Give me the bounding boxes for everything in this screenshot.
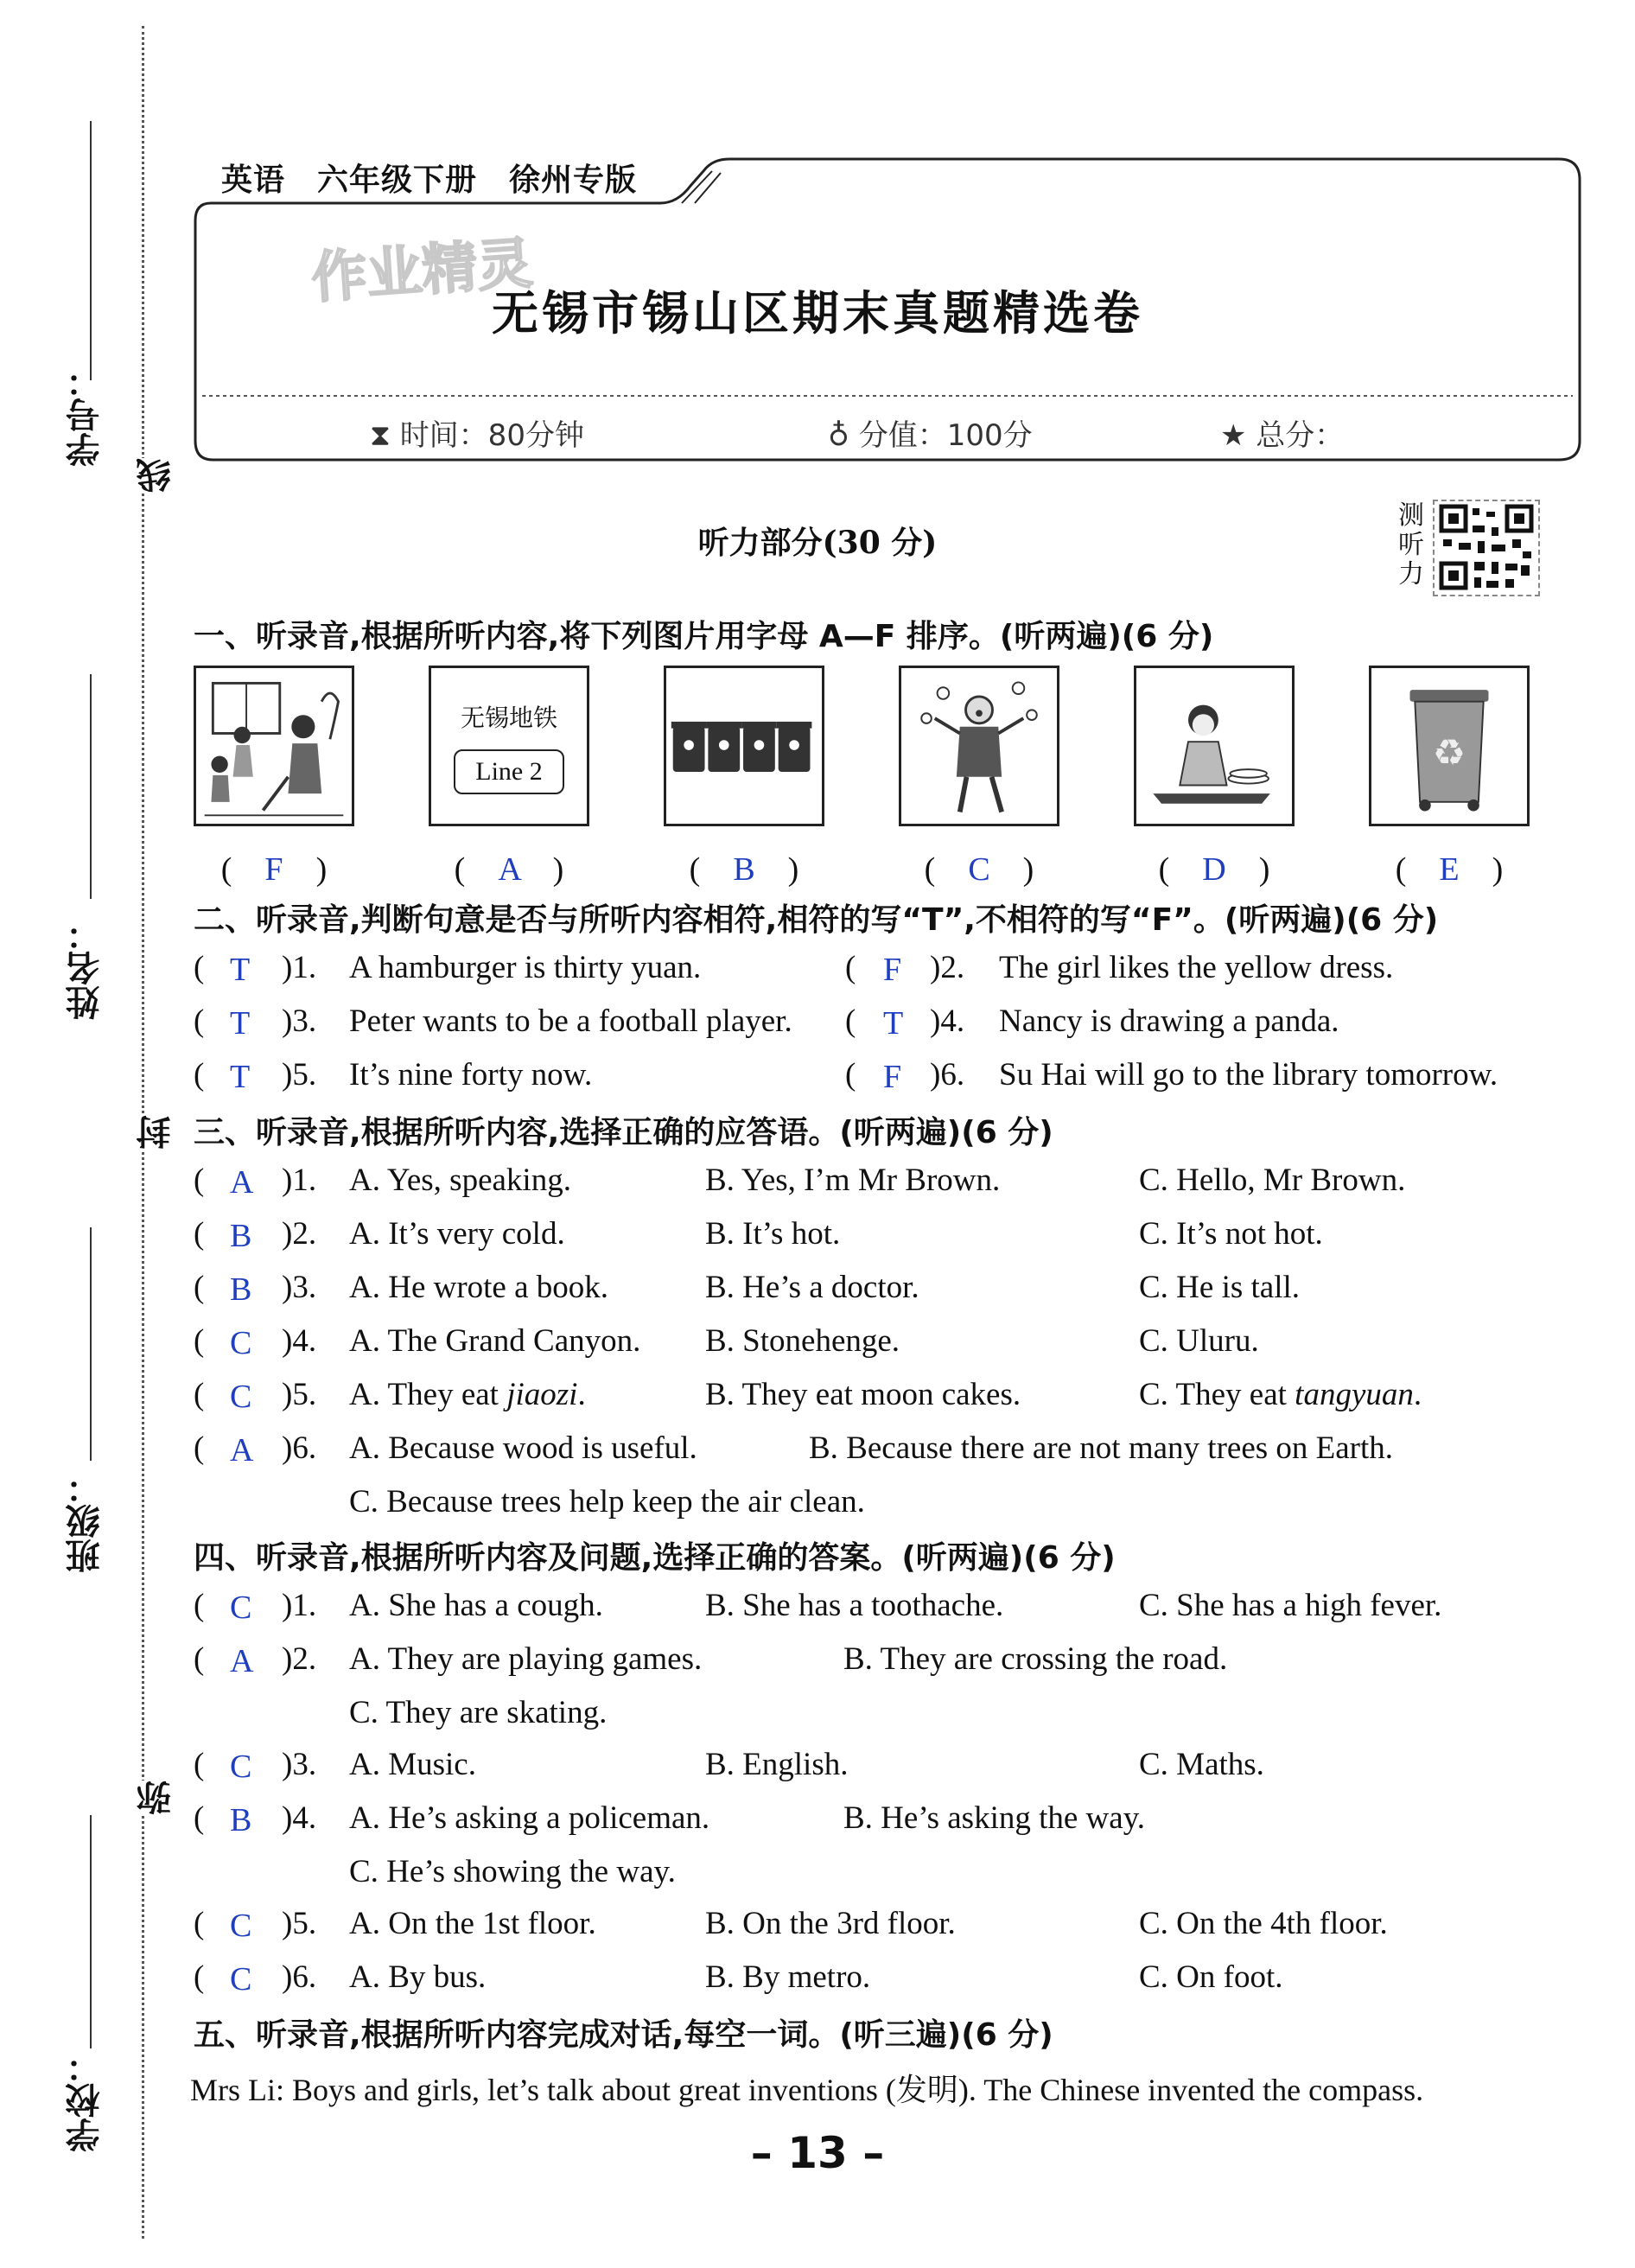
s4-q4-num: )4. [282, 1800, 317, 1836]
s2-q3-num: )3. [282, 1003, 317, 1039]
section3-heading: 三、听录音,根据所听内容,选择正确的应答语。(听两遍)(6 分) [194, 1115, 1053, 1150]
score-info: ♁ 分值：100分 [828, 418, 1033, 453]
star-icon: ★ [1220, 418, 1247, 453]
section1-heading: 一、听录音,根据所听内容,将下列图片用字母 A—F 排序。(听两遍)(6 分) [194, 619, 1214, 654]
section2-heading: 二、听录音,判断句意是否与所听内容相符,相符的写“T”,不相符的写“F”。(听两遍)(6 分) [194, 902, 1439, 938]
picture6-answer[interactable]: ( E ) [1395, 851, 1504, 888]
time-info: ⧗ 时间：80分钟 [370, 418, 584, 453]
s3-q1-option-b: B. Yes, I’m Mr Brown. [705, 1163, 1001, 1198]
s3-q2-answer[interactable]: B [230, 1218, 252, 1254]
s3-q6-answer[interactable]: A [230, 1432, 254, 1468]
s3-q5-answer[interactable]: C [230, 1379, 252, 1415]
s3-q6-option-c: C. Because trees help keep the air clean. [349, 1484, 865, 1519]
s4-q1-num: )1. [282, 1588, 317, 1623]
metro-line-badge: Line 2 [454, 749, 564, 794]
s3-q6-option-b: B. Because there are not many trees on Earth. [809, 1430, 1394, 1466]
s3-q4-answer[interactable]: C [230, 1325, 252, 1361]
metro-sign-title: 无锡地铁 [460, 704, 557, 732]
s3-q4-option-a: A. The Grand Canyon. [349, 1323, 641, 1359]
picture2-answer[interactable]: ( A ) [454, 851, 564, 888]
s2-q2-answer[interactable]: F [883, 952, 902, 988]
s2-q3-answer[interactable]: T [230, 1005, 251, 1042]
s3-q3-answer[interactable]: B [230, 1271, 252, 1308]
s2-q2-text: The girl likes the yellow dress. [999, 950, 1394, 985]
qr-label: 测听力 [1398, 500, 1424, 589]
s4-q6-option-b: B. By metro. [705, 1959, 871, 1995]
margin-char-line: 线 [131, 458, 181, 493]
s2-q4-text: Nancy is drawing a panda. [999, 1003, 1339, 1039]
student-no-label: 学号： [66, 363, 105, 467]
picture-sorting-bins [664, 666, 824, 826]
s4-q5-option-b: B. On the 3rd floor. [705, 1906, 956, 1941]
s4-q5-option-c: C. On the 4th floor. [1139, 1906, 1388, 1941]
total-info: ★ 总分： [1220, 418, 1345, 453]
picture5-answer[interactable]: ( D ) [1158, 851, 1270, 888]
s3-q2-option-a: A. It’s very cold. [349, 1216, 565, 1252]
s2-q5-answer[interactable]: T [230, 1059, 251, 1095]
s3-q1-num: )1. [282, 1163, 317, 1198]
section4-heading: 四、听录音,根据所听内容及问题,选择正确的答案。(听两遍)(6 分) [194, 1540, 1116, 1576]
s4-q4-option-b: B. He’s asking the way. [843, 1800, 1146, 1836]
picture-metro-sign [429, 666, 589, 826]
s3-q4-num: )4. [282, 1323, 317, 1359]
s4-q6-option-a: A. By bus. [349, 1959, 487, 1995]
picture4-answer[interactable]: ( C ) [924, 851, 1034, 888]
s2-q1-text: A hamburger is thirty yuan. [349, 950, 702, 985]
s3-q5-num: )5. [282, 1377, 317, 1412]
class-label: 班级： [66, 1469, 105, 1573]
s4-q4-option-a: A. He’s asking a policeman. [349, 1800, 710, 1836]
s3-q6-num: )6. [282, 1430, 317, 1466]
s2-q3-text: Peter wants to be a football player. [349, 1003, 792, 1039]
s2-q5-num: )5. [282, 1057, 317, 1093]
s3-q1-option-c: C. Hello, Mr Brown. [1139, 1163, 1406, 1198]
s3-q5-option-a: A. They eat jiaozi. [349, 1377, 586, 1412]
header-tab: 英语 六年级下册 徐州专版 [221, 162, 638, 198]
dialogue-line-1: Mrs Li: Boys and girls, let’s talk about great inventions (发明). The Chinese invented the compass. [190, 2073, 1424, 2107]
s3-q3-option-a: A. He wrote a book. [349, 1270, 609, 1305]
s4-q5-num: )5. [282, 1906, 317, 1941]
svg-text:♻: ♻ [1432, 731, 1466, 775]
s4-q1-option-a: A. She has a cough. [349, 1588, 603, 1623]
s2-q1-answer[interactable]: T [230, 952, 251, 988]
name-underline [90, 674, 92, 899]
s4-q3-option-c: C. Maths. [1139, 1747, 1264, 1782]
s2-q6-num: )6. [930, 1057, 965, 1093]
s2-q4-answer[interactable]: T [883, 1005, 904, 1042]
s2-q1-num: )1. [282, 950, 317, 985]
listening-title: 听力部分(30 分) [697, 525, 938, 561]
margin-char-seal: 封 [131, 1115, 181, 1150]
class-underline [90, 1227, 92, 1461]
s3-q2-num: )2. [282, 1216, 317, 1252]
s3-q3-option-b: B. He’s a doctor. [705, 1270, 919, 1305]
s2-q6-answer[interactable]: F [883, 1059, 902, 1095]
s4-q3-answer[interactable]: C [230, 1749, 252, 1785]
school-underline [90, 1815, 92, 2048]
page-title: 无锡市锡山区期末真题精选卷 [492, 285, 1143, 341]
s4-q1-option-c: C. She has a high fever. [1139, 1588, 1442, 1623]
page-number: – 13 – [750, 2128, 885, 2178]
picture-girl-dishes [1134, 666, 1295, 826]
s4-q2-option-c: C. They are skating. [349, 1695, 608, 1730]
s4-q2-num: )2. [282, 1641, 317, 1677]
s3-q6-option-a: A. Because wood is useful. [349, 1430, 697, 1466]
s2-q5-text: It’s nine forty now. [349, 1057, 593, 1093]
s3-q5-option-c: C. They eat tangyuan. [1139, 1377, 1422, 1412]
s4-q4-option-c: C. He’s showing the way. [349, 1854, 676, 1889]
s3-q3-option-c: C. He is tall. [1139, 1270, 1301, 1305]
medal-icon: ♁ [828, 418, 849, 453]
watermark: 作业精灵 [309, 232, 535, 311]
s4-q6-answer[interactable]: C [230, 1961, 252, 1997]
s3-q4-option-c: C. Uluru. [1139, 1323, 1259, 1359]
s4-q2-option-a: A. They are playing games. [349, 1641, 703, 1677]
s3-q4-option-b: B. Stonehenge. [705, 1323, 900, 1359]
s3-q5-option-b: B. They eat moon cakes. [705, 1377, 1021, 1412]
s4-q3-num: )3. [282, 1747, 317, 1782]
hourglass-icon: ⧗ [370, 418, 391, 453]
s4-q5-answer[interactable]: C [230, 1908, 252, 1944]
picture-recycle-bin [1369, 666, 1530, 826]
s4-q3-option-b: B. English. [705, 1747, 849, 1782]
s3-q3-num: )3. [282, 1270, 317, 1305]
s3-q1-option-a: A. Yes, speaking. [349, 1163, 571, 1198]
s2-q4-num: )4. [930, 1003, 965, 1039]
s2-q2-num: )2. [930, 950, 965, 985]
picture-clown-juggling [899, 666, 1059, 826]
qr-code-icon[interactable] [1433, 500, 1540, 596]
s4-q2-option-b: B. They are crossing the road. [843, 1641, 1228, 1677]
s3-q1-answer[interactable]: A [230, 1164, 254, 1201]
name-label: 姓名： [66, 916, 105, 1020]
s4-q6-option-c: C. On foot. [1139, 1959, 1283, 1995]
section5-heading: 五、听录音,根据所听内容完成对话,每空一词。(听三遍)(6 分) [194, 2017, 1053, 2053]
s4-q4-answer[interactable]: B [230, 1802, 252, 1838]
picture1-answer[interactable]: ( F ) [220, 851, 328, 888]
s4-q6-num: )6. [282, 1959, 317, 1995]
s4-q3-option-a: A. Music. [349, 1747, 476, 1782]
s4-q1-answer[interactable]: C [230, 1590, 252, 1626]
s2-q6-text: Su Hai will go to the library tomorrow. [999, 1057, 1498, 1093]
s3-q2-option-c: C. It’s not hot. [1139, 1216, 1323, 1252]
margin-char-bind: 弥 [131, 1781, 181, 1815]
s4-q1-option-b: B. She has a toothache. [705, 1588, 1004, 1623]
s4-q5-option-a: A. On the 1st floor. [349, 1906, 596, 1941]
s4-q2-answer[interactable]: A [230, 1643, 254, 1679]
picture-family-cleaning [194, 666, 354, 826]
picture3-answer[interactable]: ( B ) [689, 851, 799, 888]
school-label: 学校： [66, 2048, 105, 2152]
s3-q2-option-b: B. It’s hot. [705, 1216, 841, 1252]
